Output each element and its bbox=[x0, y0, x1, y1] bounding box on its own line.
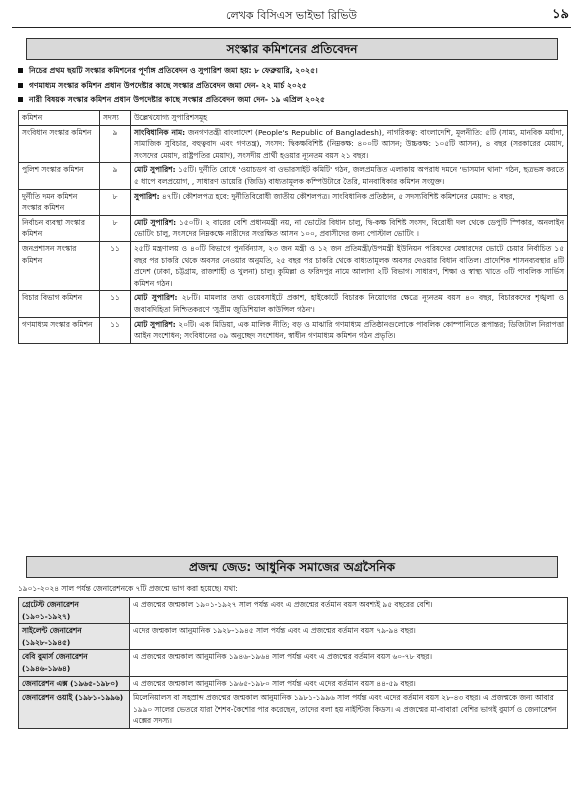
generation-description: এ প্রজন্মের জন্মকাল ১৯০১-১৯২৭ সাল পর্যন্ত এবং এ প্রজন্মের বর্তমান বয়স অবশ্যই ৯৫ বছরের বেশি। bbox=[130, 598, 568, 624]
table-row bbox=[19, 624, 568, 650]
commission-name: জনপ্রশাসন সংস্কার কমিশন bbox=[19, 241, 100, 290]
recommendations: ২৫টি মন্ত্রণালয় ও ৪০টি বিভাগে পুনর্বিন্যাস, ২৩ জন মন্ত্রী ও ১২ জন প্রতিমন্ত্রী/উপমন্ত্রী ইউনিয়ন পরিষদের মেম্বারদের ভোটে চেয়ার নির্বাচিত ১৫ বছর পর চাকরি থেকে অবসর নেওয়ার অনুমতি, ২৫ বছর পর চাকরি থেকে বাধ্যতামূলক অবসর দেওয়ার বিধান বাতিল। প্রাদেশিক শাসনব্যবস্থার ৪টি প্রদেশ (ঢাকা, চট্টগ্রাম, রাজশাহী ও খুলনা) চালু। কুমিল্লা ও ফরিদপুর নামে আলাদা ২টি বিভাগ। সাধারণ, শিক্ষা ও স্বাস্থ্য খাতে ৩টি পাবলিক সার্ভিস কমিশন গঠন। bbox=[131, 241, 568, 290]
table-row bbox=[19, 215, 568, 241]
table-row bbox=[19, 291, 568, 317]
bullet-item: নারী বিষয়ক সংস্কার কমিশন প্রধান উপদেষ্টার কাছে সংস্কার প্রতিবেদন জমা দেন- ১৯ এপ্রিল ২০২৫ bbox=[18, 93, 568, 108]
commission-name: সংবিধান সংস্কার কমিশন bbox=[19, 125, 100, 163]
generation-name: জেনারেশন এক্স (১৯৬৫-১৯৮০) bbox=[19, 676, 130, 691]
table-row bbox=[19, 598, 568, 624]
recommendations: মোট সুপারিশ: ১৫০টি। ২ বারের বেশি প্রধানমন্ত্রী নয়, না ভোটের বিধান চালু, দ্বি-কক্ষ বিশিষ্ট সংসদ, বিরোধী দল থেকে ডেপুটি স্পিকার, অনলাইন ভোটিং চালু, সংসদের নিম্নকক্ষে নারীদের সংরক্ষিত আসন ১০০, প্রবাসীদের জন্য পোস্টাল ভোটিং । bbox=[131, 215, 568, 241]
table-row bbox=[19, 241, 568, 290]
generation-table bbox=[18, 597, 568, 729]
member-count: ৯ bbox=[100, 163, 131, 189]
commission-name: দুর্নীতি দমন কমিশন সংস্কার কমিশন bbox=[19, 189, 100, 215]
commission-name: নির্বাচন ব্যবস্থা সংস্কার কমিশন bbox=[19, 215, 100, 241]
member-count: ১১ bbox=[100, 317, 131, 343]
table-row bbox=[19, 189, 568, 215]
bullet-square-icon bbox=[18, 97, 23, 102]
bullet-square-icon bbox=[18, 68, 23, 73]
generation-description: এ প্রজন্মের জন্মকাল আনুমানিক ১৯৪৬-১৯৬৪ সাল পর্যন্ত এবং এ প্রজন্মের বর্তমান বয়স ৬০-৭৮ বছর। bbox=[130, 650, 568, 676]
column-header: উল্লেখযোগ্য সুপারিশসমূহ bbox=[131, 111, 568, 126]
table-header-row bbox=[19, 111, 568, 126]
generation-name: গ্রেটেস্ট জেনারেশন (১৯০১-১৯২৭) bbox=[19, 598, 130, 624]
recommendations: মোট সুপারিশ: ১৫টি। দুর্নীতি রোধে 'ওয়াচডগ বা ওভারসাইট কমিটি' গঠন, জলপ্রমত্তিত এলাকায় অপরাধ দমনে 'ভাসমান থানা' গঠন, ছত্রভঙ্গ করতে ৫ ধাপে বলপ্রয়োগ, , সাধারণ ডায়েরি (জিডি) বাধ্যতামূলক কম্পিউটারে তৈরি, মানবাধিকার কমিশন সংযুক্ত। bbox=[131, 163, 568, 189]
column-header: সদস্য bbox=[100, 111, 131, 126]
bullet-square-icon bbox=[18, 83, 23, 88]
section-title-generation-z: প্রজন্ম জেড: আধুনিক সমাজের অগ্রসৈনিক bbox=[26, 556, 558, 578]
generation-intro: ১৯০১-২০২৪ সাল পর্যন্ত জেনারেশনকে ৭টি প্রজন্মে ভাগ করা হয়েছে। যথা: bbox=[18, 584, 238, 593]
generation-description: মিলেনিয়ালস বা সহস্রাব্দ প্রজন্মের জন্মকাল আনুমানিক ১৯৮১-১৯৯৬ সাল পর্যন্ত এবং এদের বর্তমান বয়স ২৮-৪৩ বছর। এ প্রজন্মকে জন্য আবার ১৯৯০ সালের ভেতরে যারা শৈশব-কৈশোর পার করেছেন, তাদের বলা হয় নাইন্টিজ কিডস। এ প্রজন্মের মা-বাবারা বেশির ভাগই বুমার্স ও জেনারেশন এক্সের সদস্য। bbox=[130, 691, 568, 729]
table-row bbox=[19, 125, 568, 163]
reform-commission-table bbox=[18, 110, 568, 344]
recommendations: মোট সুপারিশ: ২০টি। এক মিডিয়া, এক মালিক নীতি; বড় ও মাঝারি গণমাধ্যম প্রতিষ্ঠানগুলোকে পাবলিক কোম্পানিতে রূপান্তর; ডিজিটাল নিরাপত্তা আইন সংশোধন; সংবিধানের ৩৯ অনুচ্ছেদ সংশোধন, স্বাধীন গণমাধ্যম কমিশন গঠন প্রভৃতি। bbox=[131, 317, 568, 343]
recommendations: সাংবিধানিক নাম: জনগণতন্ত্রী বাংলাদেশ (People's Republic of Bangladesh), নাগরিকত্ব: বাংলাদেশি, মূলনীতি: ৫টি (সাম্য, মানবিক মর্যাদা, সামাজিক সুবিচার, বহুত্ববাদ এবং গণতন্ত্র), সংসদ: দ্বিকক্ষবিশিষ্ট (নিম্নকক্ষ: ৪০০টি আসন; উচ্চকক্ষ: ১০৫টি আসন), ৪ বছর (সরকারের মেয়াদ, সংসদের মেয়াদ, রাষ্ট্রপতির মেয়াদ), সংসদীয় প্রার্থী হওয়ার ন্যূনতম বয়স ২১ বছর। bbox=[131, 125, 568, 163]
table-row bbox=[19, 691, 568, 729]
generation-description: এদের জন্মকাল আনুমানিক ১৯২৮-১৯৪৫ সাল পর্যন্ত এবং এ প্রজন্মের বর্তমান বয়স ৭৯-৯৪ বছর। bbox=[130, 624, 568, 650]
table-row bbox=[19, 650, 568, 676]
recommendations: মোট সুপারিশ: ২৮টি। মামলার তথ্য ওয়েবসাইটে প্রকাশ, হাইকোর্টে বিচারক নিয়োগের ক্ষেত্রে ন্যূনতম বয়স ৪০ বছর, বিচারকদের শৃঙ্খলা ও জবাবদিহিতা নিশ্চিতকরণে 'সুপ্রীম জুডিশিয়াল কাউন্সিল গঠন'। bbox=[131, 291, 568, 317]
commission-name: গণমাধ্যম সংস্কার কমিশন bbox=[19, 317, 100, 343]
commission-name: পুলিশ সংস্কার কমিশন bbox=[19, 163, 100, 189]
member-count: ৮ bbox=[100, 189, 131, 215]
column-header: কমিশন bbox=[19, 111, 100, 126]
member-count: ৯ bbox=[100, 125, 131, 163]
page-number: ১৯ bbox=[552, 7, 569, 22]
bullet-item: গণমাধ্যম সংস্কার কমিশন প্রধান উপদেষ্টার কাছে সংস্কার প্রতিবেদন জমা দেন- ২২ মার্চ ২০২৫ bbox=[18, 79, 568, 94]
member-count: ১১ bbox=[100, 291, 131, 317]
table-row bbox=[19, 163, 568, 189]
recommendations: সুপারিশ: ৪৭টি। কৌশলপত্র হবে: দুর্নীতিবিরোধী জাতীয় কৌশলপত্র। সাংবিধানিক প্রতিষ্ঠান, ৫ সদস্যবিশিষ্ট কমিশনের মেয়াদ: ৪ বছর, bbox=[131, 189, 568, 215]
table-row bbox=[19, 676, 568, 691]
running-header-title: লেখক বিসিএস ভাইভা রিভিউ bbox=[226, 9, 357, 22]
page-header bbox=[0, 0, 583, 28]
commission-name: বিচার বিভাগ কমিশন bbox=[19, 291, 100, 317]
section-title-reform-commissions: সংস্কার কমিশনের প্রতিবেদন bbox=[26, 38, 558, 60]
generation-description: এ প্রজন্মের জন্মকাল আনুমানিক ১৯৬৫-১৯৮০ সাল পর্যন্ত এবং এদের বর্তমান বয়স ৪৪-৫৯ বছর। bbox=[130, 676, 568, 691]
table-row bbox=[19, 317, 568, 343]
member-count: ১১ bbox=[100, 241, 131, 290]
member-count: ৮ bbox=[100, 215, 131, 241]
generation-name: বেবি বুমার্স জেনারেশন (১৯৪৬-১৯৬৪) bbox=[19, 650, 130, 676]
header-rule bbox=[12, 27, 571, 28]
bullet-item: নিচের প্রথম ছয়টি সংস্কার কমিশনের পূর্ণাঙ্গ প্রতিবেদন ও সুপারিশ জমা হয়: ৮ ফেব্রুয়ারি, ২০২৫। bbox=[18, 64, 568, 79]
generation-name: জেনারেশন ওয়াই (১৯৮১-১৯৯৬) bbox=[19, 691, 130, 729]
reform-bullet-list bbox=[18, 64, 568, 108]
generation-name: সাইলেন্ট জেনারেশন (১৯২৮-১৯৪৫) bbox=[19, 624, 130, 650]
